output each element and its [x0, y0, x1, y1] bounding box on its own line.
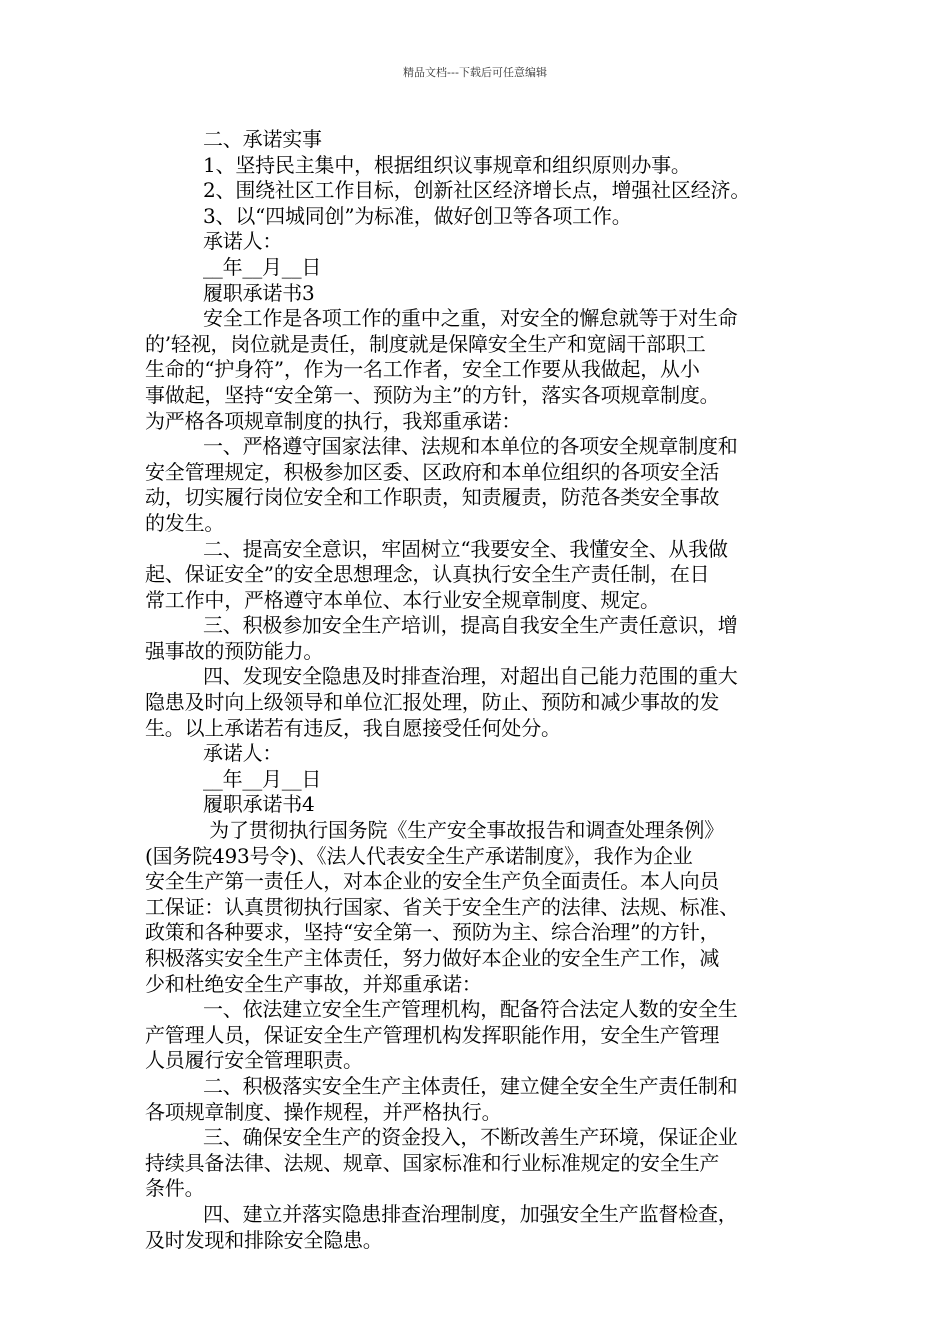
text-line: 生。以上承诺若有违反，我自愿接受任何处分。 — [145, 715, 561, 740]
text-line: 2、围绕社区工作目标，创新社区经济增长点，增强社区经济。 — [203, 178, 751, 203]
text-line: 积极落实安全生产主体责任，努力做好本企业的安全生产工作，减 — [145, 946, 720, 970]
text-line: 人员履行安全管理职责。 — [145, 1048, 363, 1073]
text-line: 持续具备法律、法规、规章、国家标准和行业标准规定的安全生产 — [145, 1150, 720, 1175]
text-line: 少和杜绝安全生产事故，并郑重承诺： — [145, 971, 482, 996]
text-line: __年__月__日 — [203, 766, 322, 791]
text-line: 三、积极参加安全生产培训，提高自我安全生产责任意识，增 — [203, 613, 738, 638]
text-line: 二、承诺实事 — [203, 127, 322, 151]
text-line: 为严格各项规章制度的执行，我郑重承诺： — [145, 408, 522, 433]
text-line: 一、严格遵守国家法律、法规和本单位的各项安全规章制度和 — [203, 434, 738, 459]
text-line: 三、确保安全生产的资金投入，不断改善生产环境，保证企业 — [203, 1125, 738, 1150]
text-line: 起、保证安全”的安全思想理念，认真执行安全生产责任制，在日 — [145, 562, 710, 587]
text-line: 安全工作是各项工作的重中之重，对安全的懈怠就等于对生命 — [203, 306, 738, 331]
text-line: 的’轻视，岗位就是责任，制度就是保障安全生产和宽阔干部职工 — [145, 331, 706, 356]
text-line: 常工作中，严格遵守本单位、本行业安全规章制度、规定。 — [145, 587, 660, 612]
text-line: 产管理人员，保证安全生产管理机构发挥职能作用，安全生产管理 — [145, 1022, 720, 1047]
text-line: 1、坚持民主集中，根据组织议事规章和组织原则办事。 — [203, 152, 691, 177]
text-line: 安全生产第一责任人，对本企业的安全生产负全面责任。本人向员 — [145, 869, 720, 894]
text-line: 安全管理规定，积极参加区委、区政府和本单位组织的各项安全活 — [145, 459, 720, 484]
text-line: 一、依法建立安全生产管理机构，配备符合法定人数的安全生 — [203, 997, 738, 1022]
text-line: 及时发现和排除安全隐患。 — [145, 1227, 383, 1252]
page-header: 精品文档---下载后可任意编辑 — [403, 66, 547, 79]
text-line: 履职承诺书4 — [203, 792, 315, 817]
text-line: 政策和各种要求，坚持“安全第一、预防为主、综合治理”的方针， — [145, 920, 720, 945]
text-line: 生命的“护身符”，作为一名工作者，安全工作要从我做起，从小 — [145, 357, 700, 382]
text-line: __年__月__日 — [203, 254, 322, 279]
text-line: 强事故的预防能力。 — [145, 638, 324, 663]
text-line: 动，切实履行岗位安全和工作职责，知责履责，防范各类安全事故 — [145, 485, 720, 510]
text-line: 的发生。 — [145, 510, 225, 535]
text-line: 条件。 — [145, 1176, 205, 1201]
text-line: 3、以“四城同创”为标准，做好创卫等各项工作。 — [203, 203, 632, 228]
text-line: 事做起，坚持“安全第一、预防为主”的方针，落实各项规章制度。 — [145, 382, 720, 407]
text-line: 为了贯彻执行国务院《生产安全事故报告和调查处理条例》 — [203, 818, 724, 843]
text-line: 二、提高安全意识，牢固树立“我要安全、我懂安全、从我做 — [203, 536, 728, 561]
text-line: 二、积极落实安全生产主体责任，建立健全安全生产责任制和 — [203, 1073, 738, 1098]
text-line: 承诺人： — [203, 741, 283, 766]
text-line: 承诺人： — [203, 229, 283, 254]
text-line: 履职承诺书3 — [203, 280, 315, 305]
text-line: (国务院493号令)、《法人代表安全生产承诺制度》，我作为企业 — [145, 843, 693, 868]
text-line: 四、建立并落实隐患排查治理制度，加强安全生产监督检查， — [203, 1201, 738, 1226]
text-line: 隐患及时向上级领导和单位汇报处理，防止、预防和减少事故的发 — [145, 690, 720, 715]
text-line: 工保证：认真贯彻执行国家、省关于安全生产的法律、法规、标准、 — [145, 894, 739, 919]
document-body — [145, 127, 815, 1253]
text-line: 各项规章制度、操作规程，并严格执行。 — [145, 1099, 502, 1124]
text-line: 四、发现安全隐患及时排查治理，对超出自己能力范围的重大 — [203, 664, 738, 689]
